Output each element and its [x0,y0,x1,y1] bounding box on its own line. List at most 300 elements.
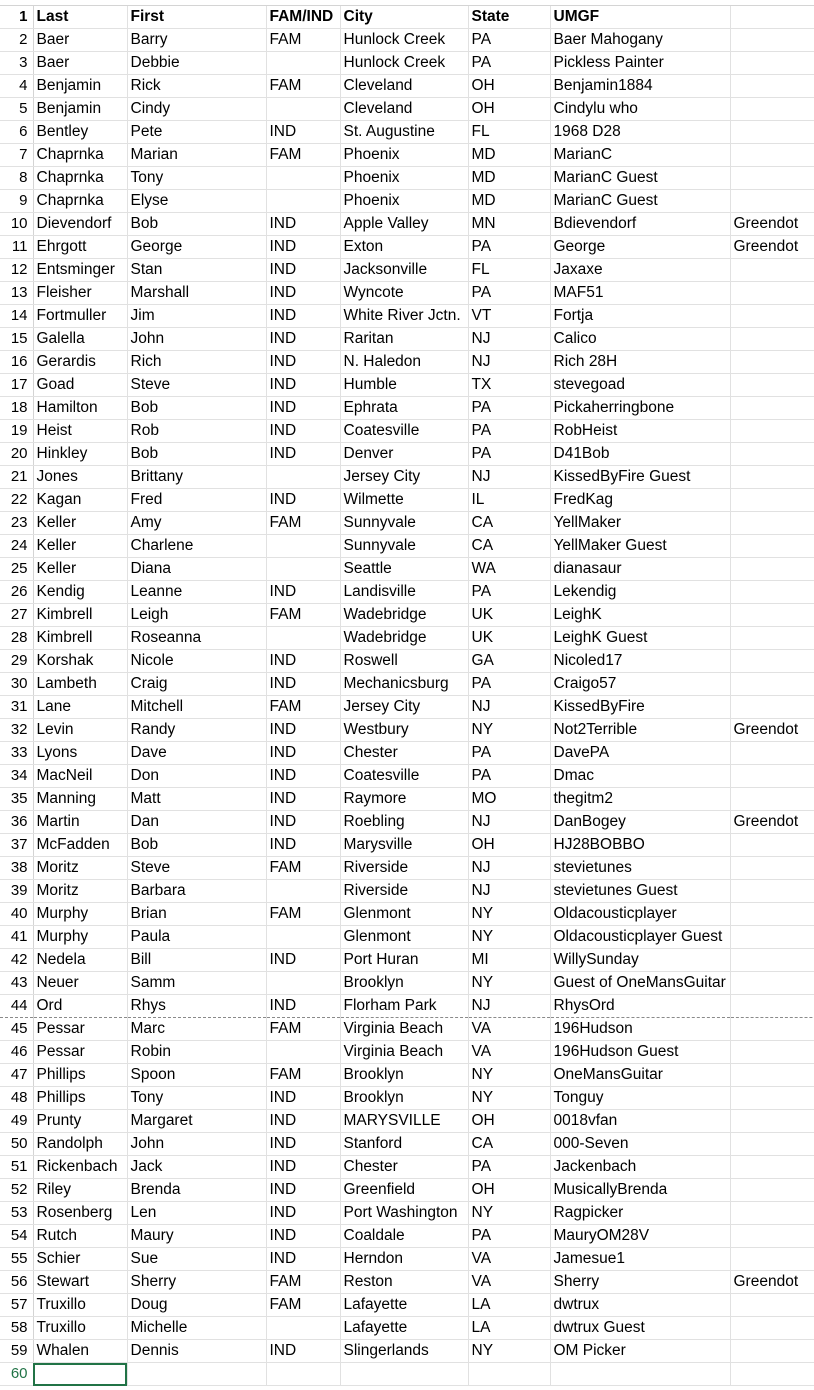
cell-last[interactable]: Truxillo [33,1294,127,1317]
cell-city[interactable]: Herndon [340,1248,468,1271]
cell-state[interactable]: LA [468,1317,550,1340]
cell-fam-ind[interactable]: IND [266,443,340,466]
cell-city[interactable]: Riverside [340,857,468,880]
cell-state[interactable]: NJ [468,328,550,351]
cell-fam-ind[interactable] [266,1363,340,1386]
cell-state[interactable]: NJ [468,857,550,880]
cell-umgf[interactable]: MAF51 [550,282,730,305]
cell-state[interactable]: VA [468,1041,550,1064]
cell-city[interactable]: White River Jctn. [340,305,468,328]
cell-fam-ind[interactable]: IND [266,213,340,236]
cell-first[interactable]: Michelle [127,1317,266,1340]
cell-extra[interactable] [730,1133,814,1156]
cell-extra[interactable] [730,581,814,604]
cell-city[interactable]: Wyncote [340,282,468,305]
cell-state[interactable]: NY [468,1202,550,1225]
cell-last[interactable]: Chaprnka [33,167,127,190]
cell-extra[interactable] [730,351,814,374]
row-number[interactable]: 32 [0,719,33,742]
row-number[interactable]: 26 [0,581,33,604]
row-number[interactable]: 53 [0,1202,33,1225]
cell-state[interactable]: OH [468,98,550,121]
cell-umgf[interactable]: 1968 D28 [550,121,730,144]
cell-last[interactable]: Chaprnka [33,144,127,167]
row-number[interactable]: 33 [0,742,33,765]
cell-state[interactable]: NY [468,1340,550,1363]
cell-fam-ind[interactable]: IND [266,397,340,420]
cell-last[interactable]: Fleisher [33,282,127,305]
cell-umgf[interactable]: 196Hudson Guest [550,1041,730,1064]
cell-extra[interactable] [730,788,814,811]
cell-state[interactable]: OH [468,75,550,98]
cell-state[interactable]: MD [468,167,550,190]
cell-fam-ind[interactable] [266,926,340,949]
cell-fam-ind[interactable]: FAM [266,903,340,926]
cell-umgf[interactable]: Sherry [550,1271,730,1294]
cell-state[interactable]: PA [468,29,550,52]
cell-city[interactable]: Cleveland [340,75,468,98]
cell-state[interactable]: MD [468,190,550,213]
cell-first[interactable]: Nicole [127,650,266,673]
cell-first[interactable]: Roseanna [127,627,266,650]
cell-last[interactable]: Manning [33,788,127,811]
cell-extra[interactable] [730,305,814,328]
cell-first[interactable]: Elyse [127,190,266,213]
cell-last[interactable]: Goad [33,374,127,397]
cell-city[interactable]: Wadebridge [340,627,468,650]
cell-extra[interactable] [730,397,814,420]
cell-last[interactable]: Kagan [33,489,127,512]
cell-umgf[interactable]: dwtrux [550,1294,730,1317]
cell-extra[interactable] [730,489,814,512]
row-number[interactable]: 31 [0,696,33,719]
cell-extra[interactable] [730,282,814,305]
cell-first[interactable]: George [127,236,266,259]
cell-fam-ind[interactable] [266,52,340,75]
cell-fam-ind[interactable]: FAM [266,604,340,627]
row-number[interactable]: 20 [0,443,33,466]
cell-first[interactable]: Barbara [127,880,266,903]
cell-extra[interactable] [730,1225,814,1248]
cell-extra[interactable]: Greendot [730,1271,814,1294]
cell-state[interactable]: FL [468,121,550,144]
cell-state[interactable]: MD [468,144,550,167]
cell-extra[interactable] [730,1087,814,1110]
cell-extra[interactable] [730,558,814,581]
cell-last[interactable]: Entsminger [33,259,127,282]
cell-first[interactable]: Barry [127,29,266,52]
cell-umgf[interactable]: Lekendig [550,581,730,604]
cell-state[interactable]: FL [468,259,550,282]
cell-state[interactable]: GA [468,650,550,673]
cell-last[interactable]: Phillips [33,1064,127,1087]
cell-first[interactable]: Leigh [127,604,266,627]
cell-last[interactable]: McFadden [33,834,127,857]
cell-extra[interactable] [730,259,814,282]
cell-umgf[interactable]: OneMansGuitar [550,1064,730,1087]
cell-city[interactable]: Hunlock Creek [340,52,468,75]
cell-umgf[interactable]: YellMaker Guest [550,535,730,558]
cell-last[interactable]: Keller [33,512,127,535]
cell-city[interactable]: Humble [340,374,468,397]
cell-fam-ind[interactable]: IND [266,420,340,443]
cell-first[interactable]: Mitchell [127,696,266,719]
cell-fam-ind[interactable]: FAM [266,512,340,535]
cell-fam-ind[interactable] [266,1041,340,1064]
cell-first[interactable]: Diana [127,558,266,581]
cell-city[interactable]: Wadebridge [340,604,468,627]
cell-last[interactable]: Schier [33,1248,127,1271]
cell-extra[interactable] [730,75,814,98]
cell-umgf[interactable]: YellMaker [550,512,730,535]
cell-city[interactable]: Landisville [340,581,468,604]
cell-last[interactable] [33,1363,127,1386]
cell-first[interactable]: Steve [127,374,266,397]
cell-first[interactable]: Margaret [127,1110,266,1133]
row-number[interactable]: 40 [0,903,33,926]
cell-state[interactable]: PA [468,52,550,75]
cell-last[interactable]: Benjamin [33,75,127,98]
cell-state[interactable]: NJ [468,811,550,834]
cell-state[interactable]: WA [468,558,550,581]
cell-umgf[interactable]: Rich 28H [550,351,730,374]
row-number[interactable]: 11 [0,236,33,259]
cell-last[interactable]: Kimbrell [33,604,127,627]
cell-city[interactable]: City [340,6,468,29]
row-number[interactable]: 15 [0,328,33,351]
cell-last[interactable]: Ehrgott [33,236,127,259]
cell-first[interactable]: Brenda [127,1179,266,1202]
cell-last[interactable]: MacNeil [33,765,127,788]
cell-extra[interactable] [730,52,814,75]
cell-fam-ind[interactable]: IND [266,581,340,604]
cell-umgf[interactable]: 000-Seven [550,1133,730,1156]
cell-city[interactable]: Phoenix [340,144,468,167]
cell-city[interactable]: Coatesville [340,420,468,443]
cell-extra[interactable] [730,765,814,788]
cell-fam-ind[interactable] [266,167,340,190]
cell-state[interactable]: PA [468,1225,550,1248]
cell-city[interactable]: Lafayette [340,1294,468,1317]
row-number[interactable]: 1 [0,6,33,29]
row-number[interactable]: 22 [0,489,33,512]
cell-fam-ind[interactable]: IND [266,259,340,282]
cell-umgf[interactable]: Bdievendorf [550,213,730,236]
cell-city[interactable]: MARYSVILLE [340,1110,468,1133]
cell-fam-ind[interactable]: IND [266,673,340,696]
cell-extra[interactable]: Greendot [730,719,814,742]
cell-city[interactable]: Greenfield [340,1179,468,1202]
cell-extra[interactable] [730,6,814,29]
cell-city[interactable]: Westbury [340,719,468,742]
cell-state[interactable]: CA [468,1133,550,1156]
cell-last[interactable]: Levin [33,719,127,742]
cell-state[interactable]: PA [468,236,550,259]
cell-city[interactable]: Cleveland [340,98,468,121]
cell-first[interactable]: Rich [127,351,266,374]
cell-extra[interactable] [730,1018,814,1041]
cell-last[interactable]: Whalen [33,1340,127,1363]
cell-city[interactable]: Port Huran [340,949,468,972]
cell-fam-ind[interactable]: IND [266,949,340,972]
cell-state[interactable]: PA [468,765,550,788]
cell-state[interactable]: OH [468,834,550,857]
cell-fam-ind[interactable]: IND [266,374,340,397]
cell-first[interactable]: Rob [127,420,266,443]
row-number[interactable]: 43 [0,972,33,995]
cell-extra[interactable] [730,1363,814,1386]
cell-city[interactable]: Phoenix [340,167,468,190]
cell-extra[interactable] [730,926,814,949]
row-number[interactable]: 57 [0,1294,33,1317]
cell-first[interactable]: Bob [127,213,266,236]
row-number[interactable]: 41 [0,926,33,949]
cell-city[interactable]: Hunlock Creek [340,29,468,52]
cell-umgf[interactable]: Not2Terrible [550,719,730,742]
cell-city[interactable]: Denver [340,443,468,466]
cell-first[interactable]: Spoon [127,1064,266,1087]
cell-umgf[interactable]: LeighK Guest [550,627,730,650]
row-number[interactable]: 36 [0,811,33,834]
cell-first[interactable] [127,1363,266,1386]
cell-first[interactable]: Marian [127,144,266,167]
cell-extra[interactable] [730,1179,814,1202]
cell-last[interactable]: Truxillo [33,1317,127,1340]
cell-first[interactable]: Samm [127,972,266,995]
cell-umgf[interactable]: KissedByFire [550,696,730,719]
cell-state[interactable]: NJ [468,466,550,489]
cell-first[interactable]: Leanne [127,581,266,604]
cell-city[interactable]: Brooklyn [340,1087,468,1110]
cell-extra[interactable] [730,995,814,1018]
cell-umgf[interactable]: Pickless Painter [550,52,730,75]
cell-state[interactable]: PA [468,443,550,466]
row-number[interactable]: 13 [0,282,33,305]
cell-last[interactable]: Nedela [33,949,127,972]
cell-state[interactable]: VA [468,1271,550,1294]
cell-first[interactable]: John [127,1133,266,1156]
cell-umgf[interactable]: Tonguy [550,1087,730,1110]
cell-umgf[interactable]: Jamesue1 [550,1248,730,1271]
cell-umgf[interactable]: stevietunes Guest [550,880,730,903]
cell-fam-ind[interactable]: IND [266,1202,340,1225]
cell-last[interactable]: Hamilton [33,397,127,420]
row-number[interactable]: 30 [0,673,33,696]
cell-extra[interactable] [730,1202,814,1225]
cell-city[interactable]: Brooklyn [340,1064,468,1087]
row-number[interactable]: 23 [0,512,33,535]
cell-extra[interactable] [730,420,814,443]
cell-extra[interactable] [730,535,814,558]
cell-fam-ind[interactable]: FAM [266,1064,340,1087]
cell-state[interactable]: TX [468,374,550,397]
cell-first[interactable]: Marshall [127,282,266,305]
cell-state[interactable]: VT [468,305,550,328]
cell-city[interactable]: St. Augustine [340,121,468,144]
cell-umgf[interactable]: Craigo57 [550,673,730,696]
cell-last[interactable]: Ord [33,995,127,1018]
row-number[interactable]: 2 [0,29,33,52]
cell-first[interactable]: Maury [127,1225,266,1248]
cell-umgf[interactable]: 0018vfan [550,1110,730,1133]
cell-fam-ind[interactable]: IND [266,765,340,788]
cell-last[interactable]: Moritz [33,880,127,903]
cell-state[interactable]: State [468,6,550,29]
cell-state[interactable] [468,1363,550,1386]
cell-state[interactable]: LA [468,1294,550,1317]
cell-fam-ind[interactable]: IND [266,1087,340,1110]
cell-city[interactable]: Riverside [340,880,468,903]
cell-city[interactable]: Sunnyvale [340,512,468,535]
cell-first[interactable]: Bob [127,397,266,420]
cell-umgf[interactable]: MarianC Guest [550,190,730,213]
cell-last[interactable]: Stewart [33,1271,127,1294]
row-number[interactable]: 55 [0,1248,33,1271]
cell-state[interactable]: CA [468,512,550,535]
cell-fam-ind[interactable] [266,190,340,213]
cell-first[interactable]: Robin [127,1041,266,1064]
cell-state[interactable]: PA [468,581,550,604]
cell-last[interactable]: Dievendorf [33,213,127,236]
row-number[interactable]: 17 [0,374,33,397]
cell-last[interactable]: Baer [33,29,127,52]
cell-city[interactable]: Sunnyvale [340,535,468,558]
cell-fam-ind[interactable] [266,535,340,558]
cell-umgf[interactable]: MauryOM28V [550,1225,730,1248]
cell-last[interactable]: Kendig [33,581,127,604]
cell-last[interactable]: Kimbrell [33,627,127,650]
cell-city[interactable]: Seattle [340,558,468,581]
cell-first[interactable]: Sue [127,1248,266,1271]
cell-umgf[interactable]: Oldacousticplayer [550,903,730,926]
row-number[interactable]: 24 [0,535,33,558]
cell-city[interactable]: Jacksonville [340,259,468,282]
cell-umgf[interactable]: dwtrux Guest [550,1317,730,1340]
cell-extra[interactable] [730,1340,814,1363]
cell-first[interactable]: Dennis [127,1340,266,1363]
row-number[interactable]: 60 [0,1363,33,1386]
cell-umgf[interactable]: WillySunday [550,949,730,972]
cell-city[interactable]: Ephrata [340,397,468,420]
cell-first[interactable]: Paula [127,926,266,949]
row-number[interactable]: 44 [0,995,33,1018]
spreadsheet-grid[interactable] [0,6,814,1390]
cell-city[interactable]: Chester [340,742,468,765]
cell-extra[interactable] [730,650,814,673]
cell-umgf[interactable]: Guest of OneMansGuitar [550,972,730,995]
cell-last[interactable]: Last [33,6,127,29]
row-number[interactable]: 25 [0,558,33,581]
cell-fam-ind[interactable]: FAM [266,29,340,52]
row-number[interactable]: 19 [0,420,33,443]
cell-umgf[interactable]: KissedByFire Guest [550,466,730,489]
cell-city[interactable]: Glenmont [340,903,468,926]
cell-state[interactable]: MI [468,949,550,972]
row-number[interactable]: 8 [0,167,33,190]
row-number[interactable]: 9 [0,190,33,213]
cell-city[interactable]: Port Washington [340,1202,468,1225]
cell-state[interactable]: NY [468,972,550,995]
cell-extra[interactable] [730,1317,814,1340]
cell-last[interactable]: Jones [33,466,127,489]
cell-last[interactable]: Neuer [33,972,127,995]
cell-fam-ind[interactable]: FAM [266,1271,340,1294]
cell-fam-ind[interactable] [266,1317,340,1340]
cell-last[interactable]: Rutch [33,1225,127,1248]
cell-extra[interactable] [730,466,814,489]
row-number[interactable]: 42 [0,949,33,972]
cell-fam-ind[interactable]: IND [266,834,340,857]
cell-fam-ind[interactable] [266,880,340,903]
cell-fam-ind[interactable]: FAM [266,696,340,719]
cell-umgf[interactable]: George [550,236,730,259]
row-number[interactable]: 3 [0,52,33,75]
cell-fam-ind[interactable]: IND [266,1179,340,1202]
cell-extra[interactable] [730,29,814,52]
cell-first[interactable]: Steve [127,857,266,880]
cell-extra[interactable] [730,903,814,926]
cell-fam-ind[interactable]: FAM/IND [266,6,340,29]
cell-city[interactable]: Florham Park [340,995,468,1018]
cell-city[interactable]: Wilmette [340,489,468,512]
cell-umgf[interactable]: FredKag [550,489,730,512]
cell-city[interactable]: Marysville [340,834,468,857]
cell-state[interactable]: VA [468,1018,550,1041]
cell-last[interactable]: Randolph [33,1133,127,1156]
row-number[interactable]: 51 [0,1156,33,1179]
cell-city[interactable]: Roswell [340,650,468,673]
cell-first[interactable]: Stan [127,259,266,282]
cell-first[interactable]: Randy [127,719,266,742]
cell-umgf[interactable]: RobHeist [550,420,730,443]
cell-umgf[interactable]: DavePA [550,742,730,765]
cell-extra[interactable] [730,627,814,650]
cell-extra[interactable] [730,1110,814,1133]
row-number[interactable]: 52 [0,1179,33,1202]
cell-last[interactable]: Heist [33,420,127,443]
cell-first[interactable]: Marc [127,1018,266,1041]
cell-extra[interactable] [730,1064,814,1087]
cell-fam-ind[interactable]: IND [266,305,340,328]
cell-state[interactable]: NJ [468,995,550,1018]
cell-state[interactable]: PA [468,282,550,305]
cell-umgf[interactable]: HJ28BOBBO [550,834,730,857]
row-number[interactable]: 7 [0,144,33,167]
cell-city[interactable]: Chester [340,1156,468,1179]
row-number[interactable]: 6 [0,121,33,144]
cell-umgf[interactable]: Nicoled17 [550,650,730,673]
cell-city[interactable]: Virginia Beach [340,1041,468,1064]
cell-state[interactable]: PA [468,673,550,696]
cell-fam-ind[interactable]: IND [266,236,340,259]
row-number[interactable]: 21 [0,466,33,489]
cell-first[interactable]: Len [127,1202,266,1225]
row-number[interactable]: 37 [0,834,33,857]
cell-first[interactable]: Cindy [127,98,266,121]
row-number[interactable]: 50 [0,1133,33,1156]
cell-last[interactable]: Rickenbach [33,1156,127,1179]
row-number[interactable]: 48 [0,1087,33,1110]
cell-fam-ind[interactable]: IND [266,742,340,765]
cell-city[interactable]: Phoenix [340,190,468,213]
cell-first[interactable]: Tony [127,1087,266,1110]
cell-city[interactable]: Virginia Beach [340,1018,468,1041]
cell-fam-ind[interactable] [266,627,340,650]
cell-umgf[interactable]: Pickaherringbone [550,397,730,420]
row-number[interactable]: 56 [0,1271,33,1294]
cell-last[interactable]: Moritz [33,857,127,880]
cell-city[interactable]: Coaldale [340,1225,468,1248]
